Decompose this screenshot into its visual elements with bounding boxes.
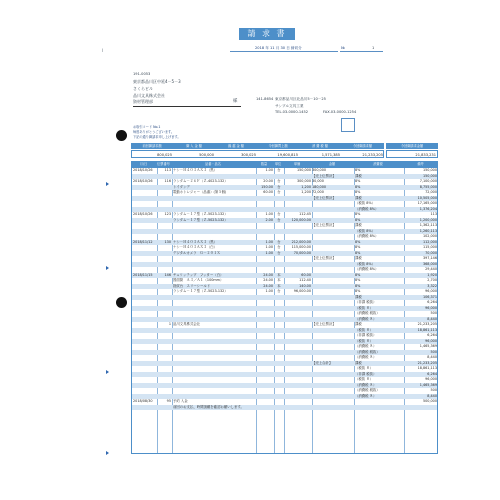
cell-tax: （消費税 ８） (355, 355, 377, 359)
cell-unit: 台 (277, 184, 281, 189)
summary-header-purchase: 今回御買上額 (268, 144, 288, 148)
cell-note: 6,264 (427, 333, 437, 337)
note-line-2: 毎度ありがとうございます。 (133, 130, 175, 134)
margin-marker-3 (106, 370, 109, 374)
cell-tax: （消費税 8%） (355, 206, 379, 211)
cell-price: 300,000 (296, 179, 311, 183)
cell-tax: 8% (355, 168, 361, 172)
cell-note: 96,000 (425, 289, 437, 293)
cell-unit: 台 (277, 179, 281, 183)
cell-note: 150,000 (422, 168, 437, 172)
cell-unit: 台 (277, 217, 281, 222)
cell-amount: 【売上伝票計】 (312, 195, 336, 200)
cell-unit: 台 (277, 190, 281, 194)
summary-header-current: 今回御請求額 (352, 144, 373, 148)
cell-note: 1,920 (427, 272, 437, 277)
cell-note: 115,000 (422, 245, 437, 249)
billing-date: 2018 年 11 月 30 日 締切分 (255, 46, 302, 50)
cell-no: 1 (168, 322, 171, 326)
cell-unit: 台 (277, 168, 281, 172)
cell-name: 予約 入金 (173, 399, 188, 403)
note-line-3: 下記の通り御請求申し上げます。 (133, 135, 181, 139)
cell-tax: （非課 税抜） (355, 300, 377, 304)
cell-no: 123 (164, 212, 171, 216)
cell-note: 8,440 (427, 355, 437, 359)
cell-note: 150,000 (422, 173, 437, 178)
cell-note: 113 (430, 212, 437, 216)
cell-unit: 台 (277, 250, 281, 255)
cell-amount: 【売上合計】 (312, 360, 333, 365)
page-number-label: № (341, 46, 345, 50)
detail-table-body (131, 167, 438, 454)
summary-header (131, 143, 384, 149)
cell-price: 140.00 (299, 283, 311, 288)
cell-amount: 30,000 (312, 179, 324, 183)
cell-unit: 本 (277, 278, 281, 282)
cell-note: 8,440 (427, 316, 437, 321)
sender-tel: TEL.03-0000-1452 (275, 110, 309, 114)
cell-date: 2018/11/12 (133, 239, 153, 244)
cell-tax: （消費税 税抜） (355, 388, 380, 392)
cell-tax: 8% (355, 250, 361, 255)
summary-paid: 500,000 (199, 153, 214, 157)
cell-price: 150,000 (296, 168, 311, 172)
cell-date: 2018/10/26 (133, 179, 153, 183)
cell-qty: 1.00 (265, 212, 273, 216)
cell-qty: 1.00 (265, 289, 273, 293)
cell-no: 146 (164, 272, 171, 277)
sender-address: 東京都品川区北品川5－10－25 (275, 97, 326, 101)
cell-note: 7,100,000 (419, 179, 437, 183)
cell-name: ランダム－２６Ｆ（Ｚ-4023-132） (173, 179, 228, 183)
cell-note: 18,861,113 (417, 327, 437, 332)
margin-marker-2 (106, 266, 109, 270)
col-item: 品番・品名 (205, 162, 221, 166)
cell-amount: 72,000 (312, 190, 324, 194)
cell-unit: 台 (277, 245, 281, 249)
punch-hole-top (116, 130, 127, 141)
cell-tax: （税抜 8%） (355, 228, 376, 233)
stamp-box (341, 118, 355, 132)
cell-note: 72,000 (425, 190, 437, 194)
cell-amount: 180,000 (312, 184, 327, 189)
cell-name: ランダム－１７型（Ｚ-5023-132） (173, 212, 228, 216)
cell-tax: 課税 (355, 360, 362, 365)
cell-note: 1,376,204 (419, 206, 437, 211)
final-amount-header (386, 143, 438, 149)
cell-name: 前回のお支払、時間頂戴を確認お願いします。 (173, 404, 244, 409)
cell-note: 21,233,205 (417, 360, 437, 365)
page-number: 1 (372, 46, 375, 50)
col-note: 備考 (417, 162, 424, 166)
cell-note: 1,260,113 (419, 228, 437, 233)
cell-tax: （税抜 ８） (355, 327, 374, 332)
cell-tax: （税抜 ８） (355, 366, 374, 370)
cell-qty: 24.00 (263, 278, 273, 282)
date-underline (230, 51, 338, 52)
cell-name: 指紋台 スリーシールド (173, 283, 211, 288)
cell-name: ランダム－１７型（Ｚ-5023-132） (173, 217, 228, 222)
cell-tax: 8% (355, 239, 361, 244)
cell-price: 112.45 (299, 212, 311, 216)
cell-name: 品川文具株式会社 (173, 322, 201, 326)
invoice-title: 請 求 書 (239, 28, 295, 40)
col-amount: 金額 (328, 162, 336, 166)
cell-no: 113 (164, 168, 171, 172)
cell-no: 116 (164, 179, 171, 183)
summary-header-paid: 御 入 金 額 (186, 144, 202, 148)
margin-mark-top: | (102, 48, 104, 52)
cell-qty: 2.00 (265, 217, 273, 222)
cell-price: 60.00 (301, 272, 311, 277)
cell-price: 115,000.00 (291, 245, 311, 249)
cell-note: 21,233,205 (417, 322, 437, 326)
cell-tax: （消費税 ８） (355, 316, 377, 321)
cell-name: ナシ－Ｈ４０３ＡＸ３（黒） (173, 168, 218, 172)
cell-tax: 8% (355, 245, 361, 249)
cell-qty: 1.00 (265, 168, 273, 172)
cell-note: 106,371 (422, 294, 437, 299)
col-unit: 単位 (274, 162, 282, 166)
cell-name: ランダム－１７型（Ｚ-5023-132） (173, 289, 228, 293)
cell-qty: 60.00 (263, 190, 273, 194)
cell-tax: （消費税 8%） (355, 234, 379, 238)
cell-tax: （非課 税抜） (355, 371, 377, 376)
recipient-department: 資材管理部 (133, 99, 153, 104)
cell-tax: （消費税 税抜） (355, 311, 380, 315)
cell-tax: 8% (355, 190, 361, 194)
cell-tax: （税抜 ８） (355, 338, 374, 343)
cell-tax: （消費税 ８） (355, 382, 377, 387)
cell-name: チュリッテップ フッター（白） (173, 272, 224, 277)
cell-unit: 台 (277, 212, 281, 216)
cell-note: 397,146 (422, 256, 437, 260)
cell-note: 96,000 (425, 377, 437, 381)
sender-fax: FAX.03-0000-1254 (323, 110, 357, 114)
cell-unit: 台 (277, 289, 281, 293)
final-amount-box (386, 150, 438, 158)
cell-note: 500 (430, 349, 437, 354)
cell-tax: （消費税 税抜） (355, 349, 380, 354)
summary-header-prev: 前回御請求額 (142, 144, 162, 148)
cell-date: 2018/08/30 (133, 399, 153, 403)
cell-tax: （非課 税抜） (355, 333, 377, 337)
cell-note: 500 (430, 388, 437, 392)
cell-tax: 8% (355, 289, 361, 293)
cell-note: 6,264 (427, 371, 437, 376)
cell-note: 17,165,000 (417, 201, 437, 205)
cell-qty: 150.00 (261, 184, 273, 189)
cell-note: 70,000 (425, 250, 437, 255)
cell-name: デジタルカメラ Ｇ－２０１Ｘ (173, 250, 221, 255)
cell-note: 102,000 (422, 234, 437, 238)
recipient-honorific: 様 (233, 99, 238, 104)
summary-values (131, 150, 384, 158)
summary-carry: 300,025 (241, 153, 256, 157)
cell-note: 1,200,000 (419, 217, 437, 222)
cell-tax: 8% (355, 272, 361, 277)
cell-qty: 1.00 (265, 245, 273, 249)
cell-tax: （消費税 8%） (355, 267, 379, 271)
cell-note: 96,000 (425, 305, 437, 310)
cell-note: 8,440 (427, 393, 437, 398)
cell-no: 95 (166, 399, 171, 403)
cell-price: 112.40 (299, 278, 311, 282)
cell-note: 6,264 (427, 300, 437, 304)
cell-price: 70,000.00 (293, 250, 311, 255)
cell-tax: 課税 (355, 223, 362, 227)
cell-tax: 8% (355, 184, 361, 189)
cell-tax: 課税 (355, 195, 362, 200)
cell-tax: 課税 (355, 294, 362, 299)
note-line-1: お取引コード No.1 (133, 125, 161, 129)
cell-qty: 20.00 (263, 179, 273, 183)
col-date: 月/日 (139, 162, 148, 166)
cell-note: 500,000 (422, 399, 437, 403)
cell-date: 2018/11/15 (133, 272, 153, 277)
cell-tax: 8% (355, 179, 361, 183)
cell-tax: （税抜 8%） (355, 201, 376, 205)
cell-qty: 1.00 (265, 239, 273, 244)
cell-amount: 300,000 (312, 168, 327, 172)
cell-unit: 本 (277, 272, 281, 277)
margin-marker-1 (106, 182, 109, 186)
cell-name: 図面筒 Ａ３／Ａ１（100mm） (173, 278, 224, 282)
cell-tax: （税抜 ８） (355, 377, 374, 381)
cell-amount: 【売上伝票計】 (312, 256, 336, 260)
recipient-code: 191-0053 (133, 72, 151, 76)
cell-date: 2018/10/26 (133, 212, 153, 216)
cell-qty: 24.00 (263, 272, 273, 277)
cell-unit: 台 (277, 239, 281, 244)
summary-current: 21,233,205 (362, 153, 383, 157)
cell-amount: 【売上伝票計】 (312, 173, 336, 178)
cell-tax: 課税 (355, 256, 362, 260)
recipient-address1: 東京都品川区中延4－5－3 (133, 79, 181, 84)
cell-no: 130 (164, 239, 171, 244)
cell-amount: 【売上伝票計】 (312, 322, 336, 326)
cell-tax: （税抜 8%） (355, 261, 376, 266)
recipient-address2: さくらビル (133, 86, 153, 91)
table-row (132, 405, 437, 411)
cell-tax: 8% (355, 217, 361, 222)
recipient-underline (133, 106, 241, 107)
cell-price: 120,000.00 (291, 217, 311, 222)
cell-tax: （税抜 ８） (355, 305, 374, 310)
cell-tax: （消費税 ８） (355, 393, 377, 398)
cell-note: 2,700 (427, 278, 437, 282)
page-underline (340, 51, 383, 52)
cell-tax: 8% (355, 283, 361, 288)
cell-price: 96,000.00 (293, 289, 311, 293)
cell-note: 18,861,113 (417, 366, 437, 370)
cell-note: 29,440 (425, 267, 437, 271)
col-tax: 消費税 (373, 162, 383, 166)
cell-tax: 課税 (355, 173, 362, 178)
cell-tax: 8% (355, 212, 361, 216)
punch-hole-bottom (116, 297, 127, 308)
sender-postal: 141-8654 (256, 97, 274, 101)
cell-note: 1,465,369 (419, 382, 437, 387)
recipient-company: 品川文具株式会社 (133, 93, 165, 98)
cell-note: 1,362,113 (419, 223, 437, 227)
summary-purchase: 19,600,815 (277, 153, 298, 157)
cell-tax: 課税 (355, 322, 362, 326)
cell-unit: 本 (277, 283, 281, 288)
cell-price: 212,000.00 (291, 239, 311, 244)
cell-amount: 【売上伝票計】 (312, 223, 336, 227)
cell-date: 2018/10/26 (133, 168, 153, 172)
col-price: 単価 (293, 162, 301, 166)
cell-name: 電動ホトレジャー（品番）(第５個) (173, 190, 227, 194)
final-amount-value: 21,833,231 (415, 153, 436, 157)
summary-prev: 800,025 (157, 153, 172, 157)
cell-tax: 8% (355, 278, 361, 282)
cell-note: 10,505,000 (417, 195, 437, 200)
summary-header-tax: 消 費 税 額 (312, 144, 328, 148)
cell-note: 368,000 (422, 261, 437, 266)
cell-note: 1,465,369 (419, 344, 437, 348)
cell-note: 112,000 (422, 239, 437, 244)
cell-note: 3,322 (427, 283, 437, 288)
summary-tax: 1,571,385 (321, 153, 340, 157)
margin-marker-4 (106, 451, 109, 455)
col-voucher: 伝票番号 (157, 162, 170, 166)
cell-tax: （消費税 ８） (355, 344, 377, 348)
cell-name: トイダンデ (173, 184, 190, 189)
col-qty: 数量 (260, 162, 268, 166)
cell-qty: 24.00 (263, 283, 273, 288)
cell-note: 96,000 (425, 338, 437, 343)
final-amount-label: 今回御請求金額 (400, 144, 424, 148)
summary-header-carry: 繰 越 金 額 (228, 144, 244, 148)
cell-name: ナシ－Ｈ４０３ＡＸ３（白） (173, 245, 218, 249)
cell-qty: 1.00 (265, 250, 273, 255)
sender-company: サンプル文具工業 (275, 104, 304, 108)
cell-extra: 8,755,000 (419, 184, 437, 189)
cell-note: 500 (430, 311, 437, 315)
cell-price: 1,200 (301, 184, 311, 189)
cell-price: 1,200 (301, 190, 311, 194)
cell-name: ナシ－Ｈ４０３ＡＸ３（黒） (173, 239, 218, 244)
